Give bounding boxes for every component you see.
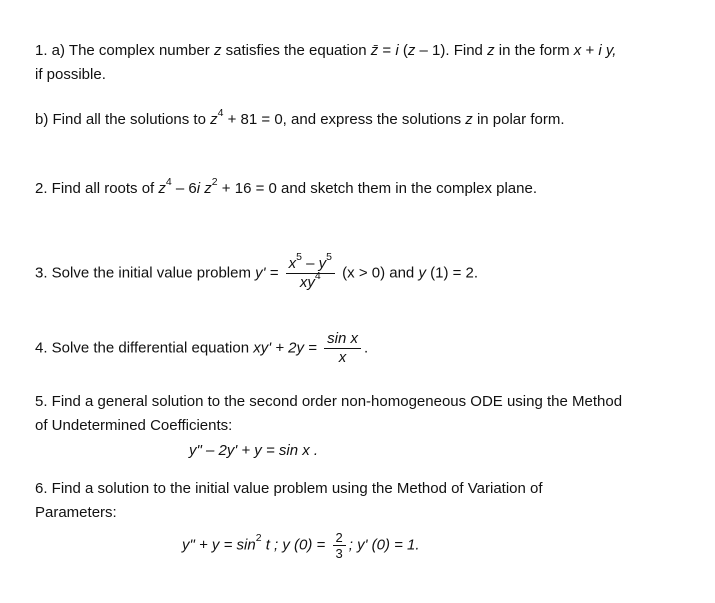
problem-6-line1: 6. Find a solution to the initial value problem using the Method of Variation of bbox=[35, 480, 543, 497]
fraction-3: $\frac{x^5 - y^5}{xy^4}$ bbox=[286, 256, 335, 291]
fraction-4: $\frac{\text{sin x}}{x}$ bbox=[324, 331, 361, 366]
problem-5-line2: of Undetermined Coefficients: bbox=[35, 417, 233, 434]
problem-6-equation: y" + $y = \sin^2 t$ ; y (0) = $\frac{2}{3}$ ; y' (0) = 1. bbox=[182, 530, 420, 561]
problem-1a-line1: 1. a) The complex number z satisfies the equation z̄ = i (z – 1). Find z in the form x + i y, bbox=[35, 42, 617, 59]
problem-5-equation: y" – 2y' + y = sin x . bbox=[189, 442, 319, 459]
problem-2: 2. Find all roots of $z^4 - 6i$ $z^2 + 16 = 0$ and sketch them in the complex plane. bbox=[35, 176, 538, 197]
problem-6-line2: Parameters: bbox=[35, 504, 117, 521]
problem-3: 3. Solve the initial value problem y' = $\frac{x^5 - y^5}{xy^4}$ (x > 0) and y (1) = 2. bbox=[35, 251, 479, 291]
problem-1b: b) Find all the solutions to $z^4 + 81 = 0$, and express the solutions z in polar form. bbox=[35, 107, 565, 128]
fraction-6: $\frac{2}{3}$ bbox=[333, 531, 346, 560]
problem-1a-line2: if possible. bbox=[35, 66, 106, 83]
problem-5-line1: 5. Find a general solution to the second order non-homogeneous ODE using the Method bbox=[35, 393, 623, 410]
problem-4: 4. Solve the differential equation xy' + 2y = $\frac{\text{sin x}}{x}$ . bbox=[35, 330, 369, 366]
